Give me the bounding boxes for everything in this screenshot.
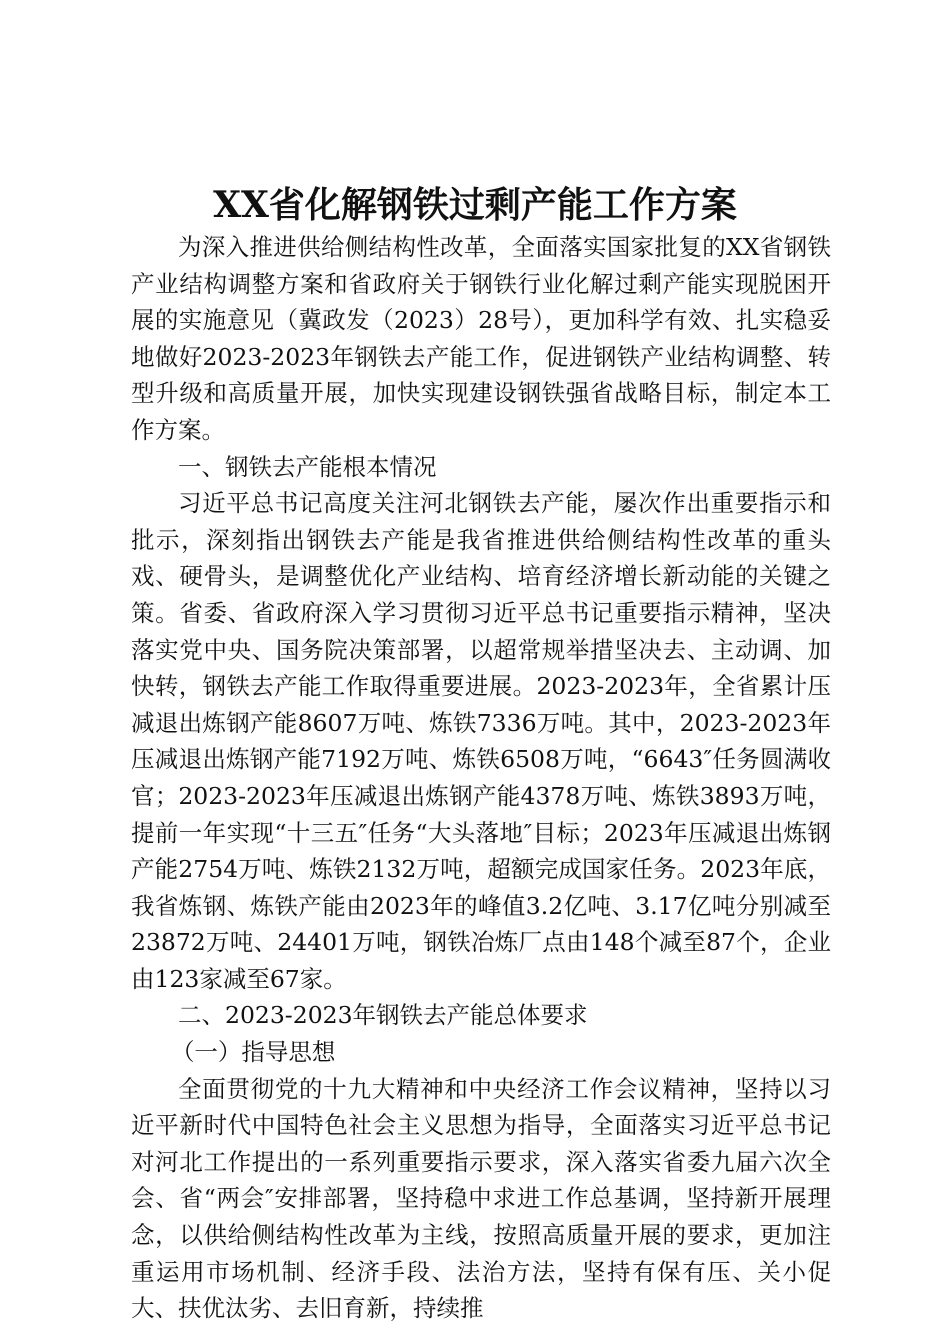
subsection-heading-1: （一）指导思想	[170, 1038, 336, 1067]
paragraph-situation: 习近平总书记高度关注河北钢铁去产能，屡次作出重要指示和批示，深刻指出钢铁去产能是我省推进供给侧结构性改革的重头戏、硬骨头，是调整优化产业结构、培育经济增长新动能的关键之策。省委、省政府深入学习贯彻习近平总书记重要指示精神，坚决落实党中央、国务院决策部署，以超常规举措坚决去、主动调、加快转，钢铁去产能工作取得重要进展。2023-2023年，全省累计压减退出炼钢产能8607万吨、炼铁7336万吨。其中，2023-2023年压减退出炼钢产能7192万吨、炼铁6508万吨，“6643″任务圆满收官；2023-2023年压减退出炼钢产能4378万吨、炼铁3893万吨，提前一年实现“十三五″任务“大头落地″目标；2023年压减退出炼钢产能2754万吨、炼铁2132万吨，超额完成国家任务。2023年底，我省炼钢、炼铁产能由2023年的峰值3.2亿吨、3.17亿吨分别减至23872万吨、24401万吨，钢铁冶炼厂点由148个减至87个，企业由123家减至67家。	[131, 489, 831, 993]
document-body	[131, 229, 831, 1327]
section-heading-1: 一、钢铁去产能根本情况	[178, 452, 437, 481]
paragraph-guiding-thought: 全面贯彻党的十九大精神和中央经济工作会议精神，坚持以习近平新时代中国特色社会主义思想为指导，全面落实习近平总书记对河北工作提出的一系列重要指示要求，深入落实省委九届六次全会、省“两会″安排部署，坚持稳中求进工作总基调，坚持新开展理念，以供给侧结构性改革为主线，按照高质量开展的要求，更加注重运用市场机制、经济手段、法治方法，坚持有保有压、关小促大、扶优汰劣、去旧育新，持续推	[131, 1074, 831, 1323]
document-title: XX省化解钢铁过剩产能工作方案	[213, 184, 737, 226]
paragraph-intro: 为深入推进供给侧结构性改革，全面落实国家批复的XX省钢铁产业结构调整方案和省政府关于钢铁行业化解过剩产能实现脱困开展的实施意见（冀政发（2023）28号），更加科学有效、扎实稳妥地做好2023-2023年钢铁去产能工作，促进钢铁产业结构调整、转型升级和高质量开展，加快实现建设钢铁强省战略目标，制定本工作方案。	[131, 233, 831, 444]
section-heading-2: 二、2023-2023年钢铁去产能总体要求	[178, 1001, 588, 1030]
